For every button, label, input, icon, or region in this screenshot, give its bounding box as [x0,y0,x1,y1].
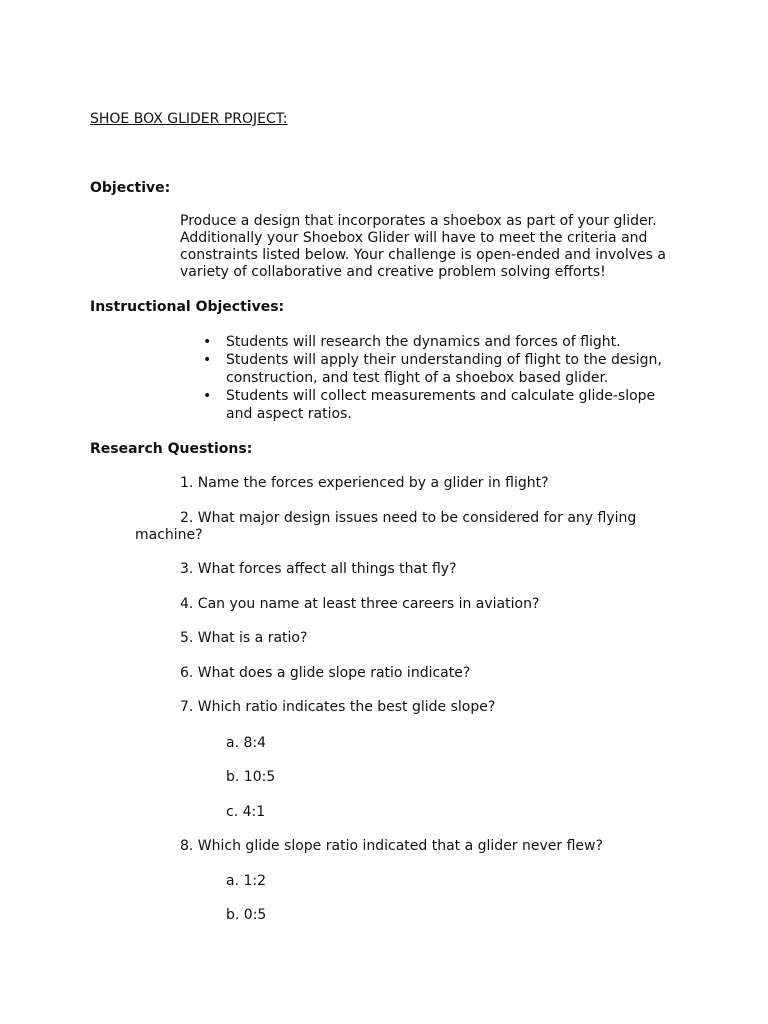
instructional-objectives-list [200,333,680,423]
list-item-text: Students will apply their understanding of flight to the design, [226,352,662,368]
question-8-option-b: b. 0:5 [226,907,267,923]
list-item [200,387,680,423]
question-4: 4. Can you name at least three careers in aviation? [180,596,540,612]
question-2-continuation: machine? [135,527,203,543]
objective-line: Additionally your Shoebox Glider will have to meet the criteria and [180,230,648,246]
list-item-text: construction, and test flight of a shoebox based glider. [226,370,609,386]
objective-line: variety of collaborative and creative problem solving efforts! [180,264,606,280]
list-item [200,333,680,351]
instructional-objectives-heading: Instructional Objectives: [90,299,285,315]
list-item [200,351,680,387]
bullet-icon: • [203,352,212,368]
objective-line: Produce a design that incorporates a shoebox as part of your glider. [180,213,657,229]
question-7-option-c: c. 4:1 [226,804,266,820]
question-7: 7. Which ratio indicates the best glide slope? [180,699,496,715]
question-2: 2. What major design issues need to be considered for any flying [180,510,637,526]
list-item-text: Students will collect measurements and calculate glide-slope [226,388,656,404]
research-questions-heading: Research Questions: [90,441,253,457]
question-1: 1. Name the forces experienced by a glider in flight? [180,475,549,491]
question-7-option-a: a. 8:4 [226,735,267,751]
question-6: 6. What does a glide slope ratio indicate? [180,665,471,681]
objective-line: constraints listed below. Your challenge is open-ended and involves a [180,247,666,263]
bullet-icon: • [203,334,212,350]
document-title: SHOE BOX GLIDER PROJECT: [90,111,288,127]
question-8-option-a: a. 1:2 [226,873,267,889]
list-item-text: Students will research the dynamics and forces of flight. [226,334,621,350]
question-7-option-b: b. 10:5 [226,769,276,785]
bullet-icon: • [203,388,212,404]
question-5: 5. What is a ratio? [180,630,308,646]
list-item-text: and aspect ratios. [226,406,352,422]
question-8: 8. Which glide slope ratio indicated that a glider never flew? [180,838,603,854]
objective-paragraph [180,213,680,281]
question-3: 3. What forces affect all things that fly? [180,561,457,577]
objective-heading: Objective: [90,180,171,196]
